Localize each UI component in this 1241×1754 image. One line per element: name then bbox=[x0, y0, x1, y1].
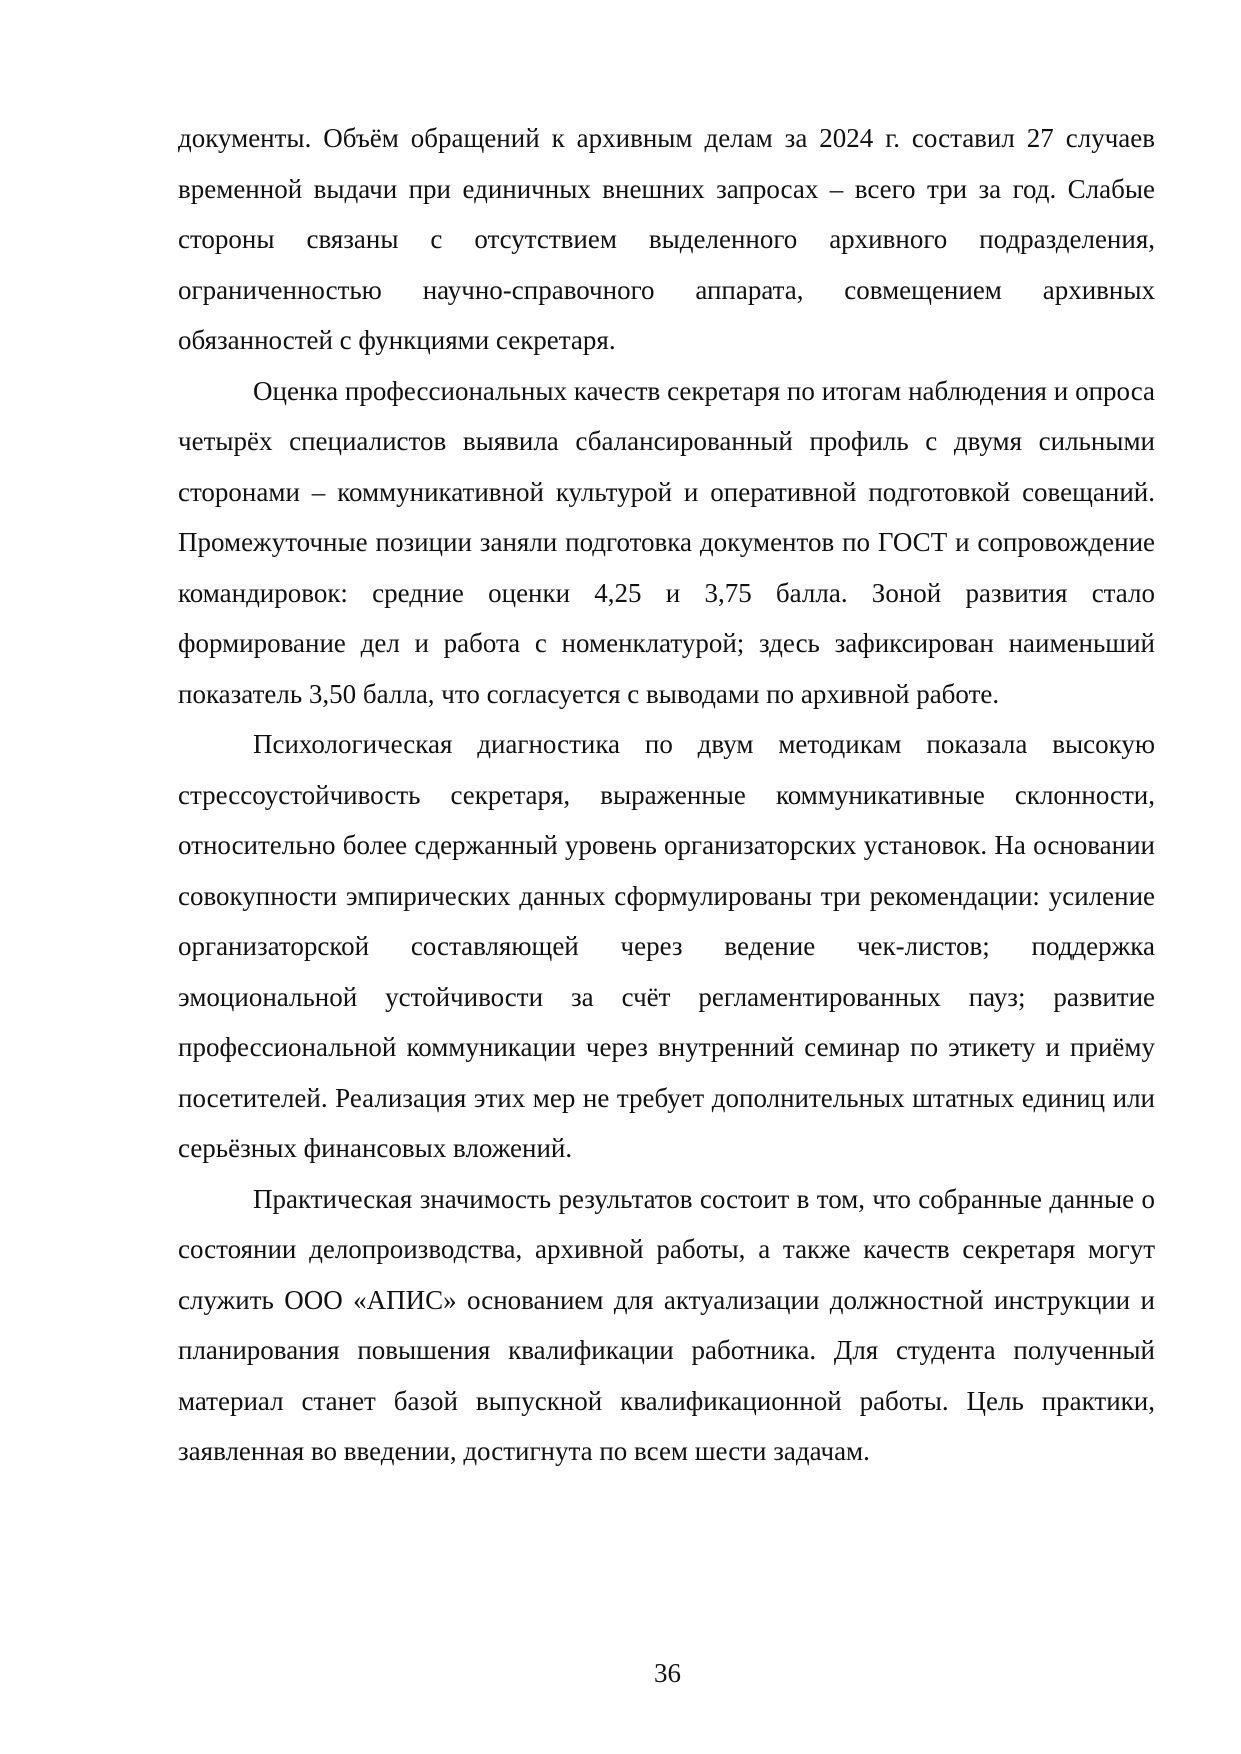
paragraph-professional-qualities: Оценка профессиональных качеств секретаря по итогам наблюдения и опроса четырёх специалистов выявила сбалансированный профиль с двумя сильными сторонами – коммуникативной культурой и оперативной подготовкой совещаний. Промежуточные позиции заняли подготовка документов по ГОСТ и сопровождение командировок: средние оценки 4,25 и 3,75 балла. Зоной развития стало формирование дел и работа с номенклатурой; здесь зафиксирован наименьший показатель 3,50 балла, что согласуется с выводами по архивной работе. bbox=[178, 375, 1155, 709]
paragraph-practical-significance: Практическая значимость результатов состоит в том, что собранные данные о состоянии делопроизводства, архивной работы, а также качеств секретаря могут служить ООО «АПИС» основанием для актуализации должностной инструкции и планирования повышения квалификации работника. Для студента полученный материал станет базой выпускной квалификационной работы. Цель практики, заявленная во введении, достигнута по всем шести задачам. bbox=[178, 1183, 1155, 1466]
paragraph-archive-summary: документы. Объём обращений к архивным делам за 2024 г. составил 27 случаев временной выдачи при единичных внешних запросах – всего три за год. Слабые стороны связаны с отсутствием выделенного архивного подразделения, ограниченностью научно-справочного аппарата, совмещением архивных обязанностей с функциями секретаря. bbox=[178, 123, 1155, 355]
paragraph-psychological-diagnostics: Психологическая диагностика по двум методикам показала высокую стрессоустойчивость секретаря, выраженные коммуникативные склонности, относительно более сдержанный уровень организаторских установок. На основании совокупности эмпирических данных сформулированы три рекомендации: усиление организаторской составляющей через ведение чек-листов; поддержка эмоциональной устойчивости за счёт регламентированных пауз; развитие профессиональной коммуникации через внутренний семинар по этикету и приёму посетителей. Реализация этих мер не требует дополнительных штатных единиц или серьёзных финансовых вложений. bbox=[178, 729, 1155, 1163]
body-text bbox=[178, 113, 1155, 1477]
page-number: 36 bbox=[654, 1658, 681, 1688]
